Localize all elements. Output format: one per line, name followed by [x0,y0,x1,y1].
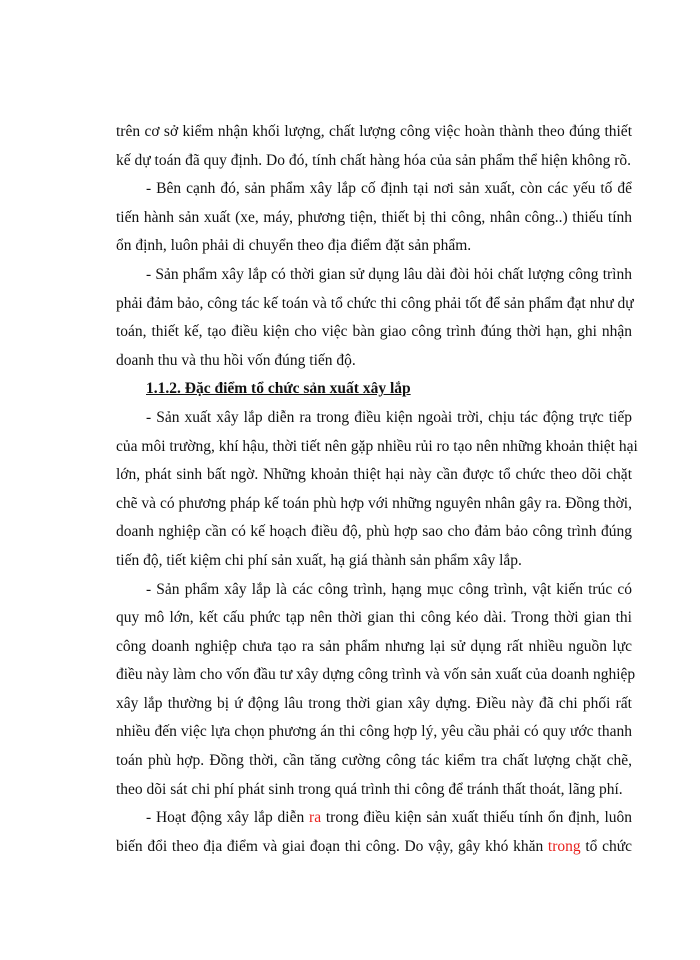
paragraph [116,804,632,861]
text-line: xây lắp thường bị ứ động lâu trong thời gian xây dựng. Điều này đã chi phối rất [116,694,632,712]
text-line: công doanh nghiệp chưa tạo ra sản phẩm nhưng lại sử dụng rất nhiều nguồn lực [116,637,632,655]
section-heading-text: 1.1.2. Đặc điểm tổ chức sản xuất xây lắp [146,380,411,398]
text-line: - Sản phẩm xây lắp có thời gian sử dụng lâu dài đòi hỏi chất lượng công trình [146,265,632,283]
text-line: quy mô lớn, kết cấu phức tạp nên thời gian thi công kéo dài. Trong thời gian thi [116,609,632,627]
text-segment: biến đổi theo địa điểm và giai đoạn thi công. Do vậy, gây khó khăn [116,837,548,855]
text-line: nhiều đến việc lựa chọn phương án thi công hợp lý, yêu cầu phải có quy ước thanh [116,723,632,741]
text-line: tiến hành sản xuất (xe, máy, phương tiện, thiết bị thi công, nhân công..) thiếu tính [116,208,632,226]
paragraph [116,175,632,261]
paragraph [116,118,632,175]
text-line: doanh nghiệp cần có kế hoạch điều độ, phù hợp sao cho đảm bảo công trình đúng [116,523,632,541]
text-line: toán, thiết kế, tạo điều kiện cho việc bàn giao công trình đúng thời hạn, ghi nhận [116,323,632,341]
text-line: - Bên cạnh đó, sản phẩm xây lắp cố định tại nơi sản xuất, còn các yếu tố để [146,180,632,198]
text-line: của môi trường, khí hậu, thời tiết nên gặp nhiều rủi ro tạo nên những khoản thiệt hại [116,437,638,455]
text-line: theo dõi sát chi phí phát sinh trong quá trình thi công để tránh thất thoát, lãng phí. [116,780,623,798]
paragraph [116,576,636,805]
text-line: doanh thu và thu hồi vốn đúng tiến độ. [116,351,356,369]
highlighted-text: ra [309,809,322,827]
text-segment: tổ chức [580,837,632,855]
text-line: chẽ và có phương pháp kế toán phù hợp với những nguyên nhân gây ra. Đồng thời, [116,494,632,512]
text-line: kế dự toán đã quy định. Do đó, tính chất hàng hóa của sản phẩm thể hiện không rõ. [116,151,632,169]
text-line: phải đảm bảo, công tác kế toán và tổ chức thi công phải tốt để sản phẩm đạt như dự [116,294,634,312]
text-line [116,833,632,862]
text-line: lớn, phát sinh bất ngờ. Những khoản thiệt hại này cần được tổ chức theo dõi chặt [116,466,632,484]
text-line: trên cơ sở kiểm nhận khối lượng, chất lượng công việc hoàn thành theo đúng thiết [116,123,632,140]
text-line: - Sản xuất xây lắp diễn ra trong điều kiện ngoài trời, chịu tác động trực tiếp [146,408,632,426]
text-line [116,804,632,833]
paragraph [116,404,638,576]
highlighted-text: trong [547,837,581,855]
text-line: - Sản phẩm xây lắp là các công trình, hạng mục công trình, vật kiến trúc có [146,580,632,598]
text-line: toán phù hợp. Đồng thời, cần tăng cường công tác kiểm tra chất lượng chặt chẽ, [116,752,632,770]
text-segment: trong điều kiện sản xuất thiếu tính ổn định, luôn [321,809,632,827]
text-line: tiến độ, tiết kiệm chi phí sản xuất, hạ giá thành sản phẩm xây lắp. [116,551,522,569]
text-line: điều này làm cho vốn đầu tư xây dựng công trình và vốn sản xuất của doanh nghiệp [116,666,636,684]
paragraph [116,261,632,375]
document-page [116,118,638,861]
text-segment: - Hoạt động xây lắp diễn [146,809,310,827]
text-line: ổn định, luôn phải di chuyển theo địa điểm đặt sản phẩm. [116,237,472,255]
section-heading [116,375,632,404]
